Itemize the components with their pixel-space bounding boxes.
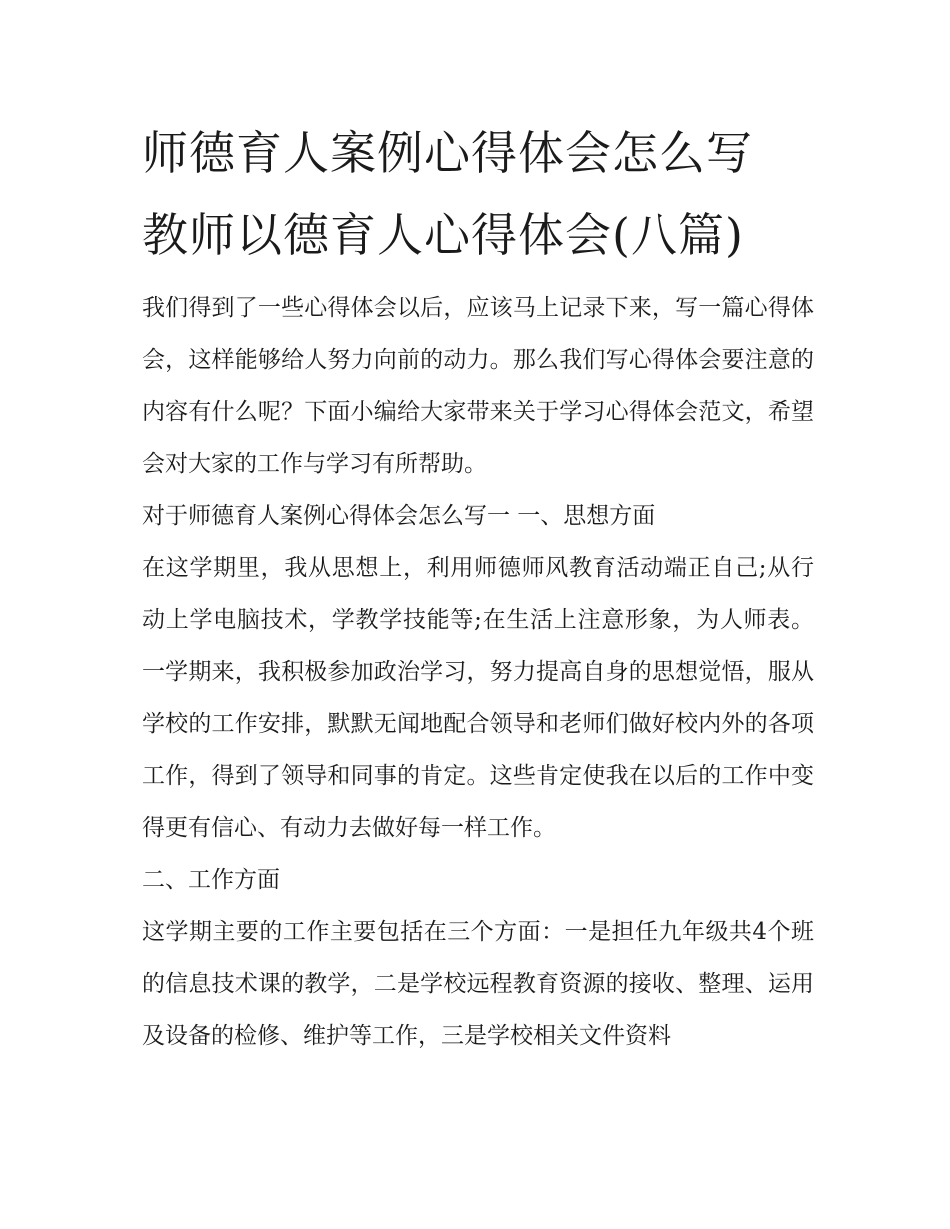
title-line-2: 教师以德育人心得体会(八篇) — [142, 208, 744, 262]
section2-paragraph: 这学期主要的工作主要包括在三个方面：一是担任九年级共4个班的信息技术课的教学，二是学校远程教育资源的接收、整理、运用及设备的检修、维护等工作，三是学校相关文件资料 — [142, 919, 814, 1049]
section1-paragraph: 在这学期里，我从思想上，利用师德师风教育活动端正自己;从行动上学电脑技术，学教学技能等;在生活上注意形象，为人师表。一学期来，我积极参加政治学习，努力提高自身的思想觉悟，服从学校的工作安排，默默无闻地配合领导和老师们做好校内外的各项工作，得到了领导和同事的肯定。这些肯定使我在以后的工作中变得更有信心、有动力去做好每一样工作。 — [142, 555, 814, 841]
document-page — [142, 112, 814, 1062]
document-title — [142, 112, 814, 276]
section1-heading: 对于师德育人案例心得体会怎么写一 一、思想方面 — [142, 503, 656, 529]
title-line-1: 师德育人案例心得体会怎么写 — [142, 126, 753, 180]
section2-heading: 二、工作方面 — [142, 867, 280, 893]
intro-paragraph: 我们得到了一些心得体会以后，应该马上记录下来，写一篇心得体会，这样能够给人努力向前的动力。那么我们写心得体会要注意的内容有什么呢？下面小编给大家带来关于学习心得体会范文，希望会对大家的工作与学习有所帮助。 — [142, 295, 814, 477]
